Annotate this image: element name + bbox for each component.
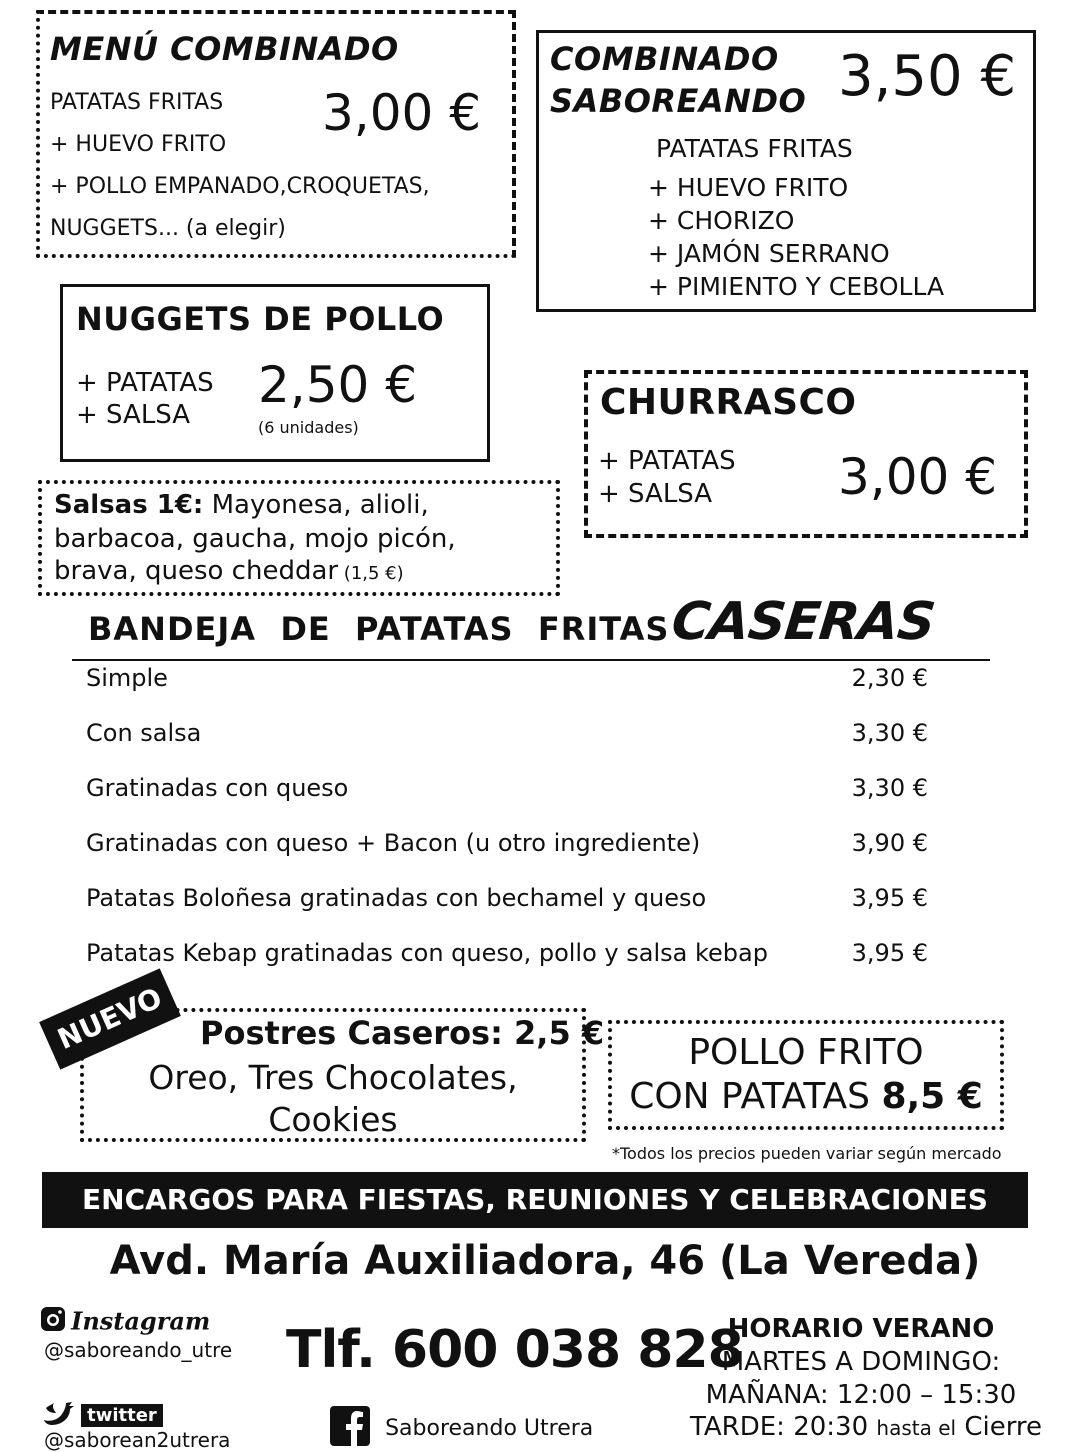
table-row: [86, 719, 928, 755]
salsas-line3: [54, 556, 404, 586]
twitter-handle[interactable]: @saborean2utrera: [44, 1428, 231, 1452]
instagram-row[interactable]: [40, 1306, 210, 1336]
row-price: 3,90 €: [851, 829, 928, 857]
disclaimer: *Todos los precios pueden variar según mercado: [612, 1144, 1002, 1163]
nuggets-title: NUGGETS DE POLLO: [76, 300, 445, 338]
facebook-icon: [330, 1406, 370, 1450]
instagram-label: Instagram: [71, 1306, 211, 1336]
phone[interactable]: Tlf. 600 038 828: [286, 1320, 743, 1380]
twitter-row[interactable]: [42, 1400, 163, 1430]
instagram-icon: [40, 1306, 66, 1336]
row-price: 3,95 €: [851, 884, 928, 912]
encargos-banner: ENCARGOS PARA FIESTAS, REUNIONES Y CELEBRACIONES: [42, 1172, 1028, 1228]
bandeja-rule: [72, 659, 990, 661]
address: Avd. María Auxiliadora, 46 (La Vereda): [109, 1238, 981, 1284]
horario-title: HORARIO VERANO: [727, 1314, 995, 1344]
menu-combinado-line2: + HUEVO FRITO: [50, 132, 227, 157]
nuevo-badge: NUEVO: [39, 968, 181, 1069]
instagram-handle[interactable]: @saboreando_utre: [44, 1338, 233, 1362]
row-price: 3,30 €: [851, 719, 928, 747]
horario-hasta: hasta el: [876, 1416, 957, 1440]
pollo-frito-line2: [608, 1076, 1004, 1117]
row-name: Gratinadas con queso + Bacon (u otro ingrediente): [86, 829, 701, 857]
nuggets-price: 2,50 €: [258, 356, 418, 414]
combinado-saboreando-price: 3,50 €: [838, 44, 1017, 109]
menu-combinado-line3: + POLLO EMPANADO,CROQUETAS,: [50, 174, 430, 199]
twitter-label: twitter: [81, 1404, 163, 1427]
churrasco-price: 3,00 €: [838, 448, 998, 506]
salsas-text-3: brava, queso cheddar: [54, 556, 339, 586]
row-price: 2,30 €: [851, 664, 928, 692]
salsas-note: (1,5 €): [338, 563, 404, 584]
horario-cierre: Cierre: [956, 1412, 1043, 1442]
row-name: Simple: [86, 664, 168, 692]
churrasco-line1: + PATATAS: [598, 446, 736, 476]
nuggets-note: (6 unidades): [258, 418, 359, 437]
nuggets-line1: + PATATAS: [76, 368, 214, 398]
row-name: Con salsa: [86, 719, 202, 747]
table-row: [86, 774, 928, 810]
salsas-line1: [54, 490, 429, 520]
postres-line1: Oreo, Tres Chocolates,: [148, 1058, 518, 1097]
nuggets-line2: + SALSA: [76, 400, 191, 430]
table-row: [86, 829, 928, 865]
pollo-frito-line1: POLLO FRITO: [688, 1032, 924, 1073]
postres-title: Postres Caseros: 2,5 €: [200, 1014, 605, 1052]
twitter-bird-icon: [42, 1400, 76, 1430]
combinado-saboreando-item-4: + JAMÓN SERRANO: [648, 239, 890, 268]
row-price: 3,30 €: [851, 774, 928, 802]
horario-line2: MAÑANA: 12:00 – 15:30: [705, 1380, 1017, 1410]
salsas-line2: barbacoa, gaucha, mojo picón,: [54, 524, 456, 554]
menu-combinado-line1: PATATAS FRITAS: [50, 90, 224, 115]
table-row: [86, 664, 928, 700]
row-name: Gratinadas con queso: [86, 774, 349, 802]
row-name: Patatas Boloñesa gratinadas con bechamel y queso: [86, 884, 707, 912]
bandeja-title: BANDEJA DE PATATAS FRITAS: [88, 610, 670, 648]
combinado-saboreando-item-1: PATATAS FRITAS: [656, 134, 853, 163]
menu-combinado-price: 3,00 €: [322, 84, 482, 142]
menu-combinado-line4: NUGGETS... (a elegir): [50, 216, 286, 241]
churrasco-title: CHURRASCO: [600, 382, 857, 423]
churrasco-line2: + SALSA: [598, 479, 713, 509]
menu-combinado-title: MENÚ COMBINADO: [50, 30, 399, 68]
combinado-saboreando-title-1: COMBINADO: [550, 40, 779, 78]
facebook-name: Saboreando Utrera: [385, 1415, 594, 1441]
combinado-saboreando-item-2: + HUEVO FRITO: [648, 173, 849, 202]
postres-line2: Cookies: [268, 1100, 398, 1139]
pollo-frito-text: CON PATATAS: [629, 1076, 882, 1117]
pollo-frito-price: 8,5 €: [881, 1076, 983, 1117]
bandeja-title-accent: CASERAS: [668, 592, 938, 652]
salsas-text-1: Mayonesa, alioli,: [203, 490, 429, 520]
horario-line1: MARTES A DOMINGO:: [721, 1347, 1001, 1377]
table-row: [86, 939, 928, 975]
row-price: 3,95 €: [851, 939, 928, 967]
row-name: Patatas Kebap gratinadas con queso, pollo y salsa kebap: [86, 939, 768, 967]
horario-line3: [690, 1412, 1043, 1442]
combinado-saboreando-item-3: + CHORIZO: [648, 206, 795, 235]
combinado-saboreando-item-5: + PIMIENTO Y CEBOLLA: [648, 272, 945, 301]
combinado-saboreando-title-2: SABOREANDO: [550, 82, 807, 120]
salsas-label: Salsas 1€:: [54, 490, 204, 520]
facebook-row[interactable]: [330, 1406, 593, 1450]
horario-tarde: TARDE: 20:30: [690, 1412, 877, 1442]
table-row: [86, 884, 928, 920]
